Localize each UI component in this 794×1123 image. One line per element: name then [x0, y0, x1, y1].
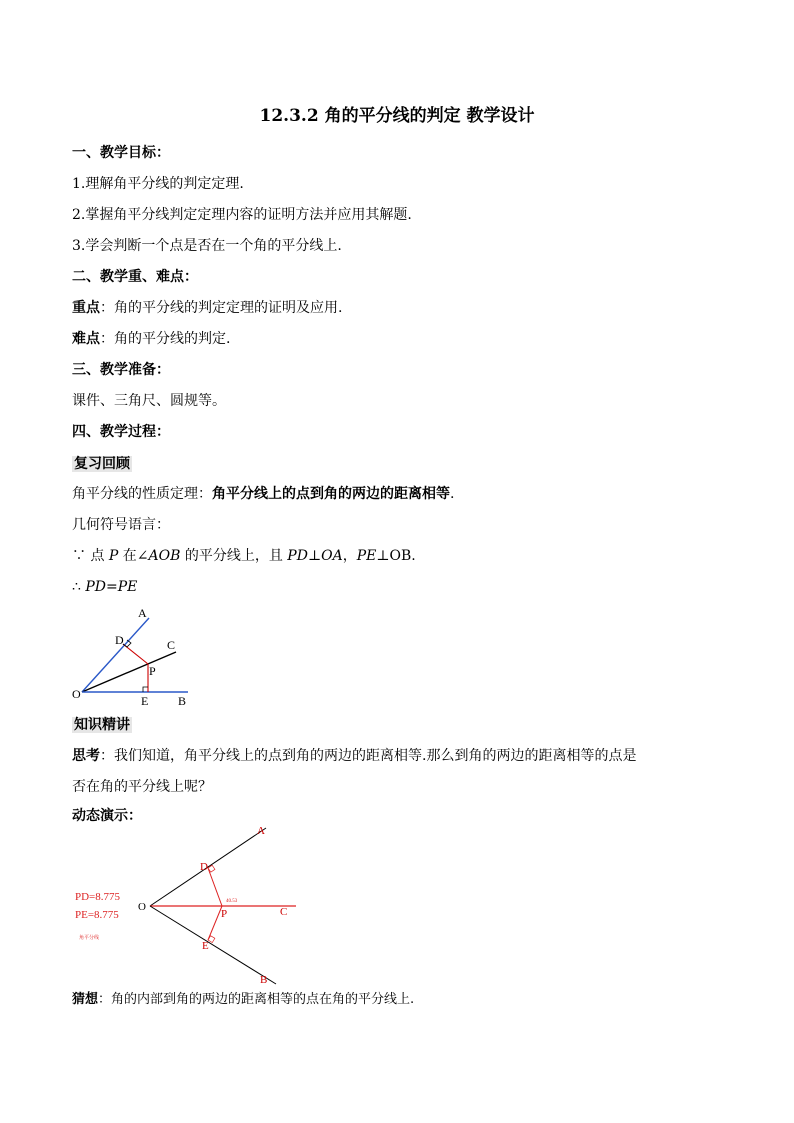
angle-bisector-figure-1: [64, 604, 204, 708]
think-label: 思考: [72, 748, 100, 764]
difficulty-label: 难点: [72, 331, 100, 347]
label-a: A: [138, 606, 147, 620]
angle-measure: 40.53: [226, 899, 238, 904]
label-c: C: [167, 638, 176, 652]
therefore-prefix: ∴: [72, 579, 86, 595]
dynamic-demo-figure: [70, 822, 310, 988]
label-a-2: A: [257, 825, 265, 837]
label-p: P: [149, 664, 156, 678]
segment-pe-line-2: [208, 906, 222, 940]
perp-symbol-1: ⊥: [307, 548, 322, 564]
at-text: 在: [118, 548, 137, 564]
label-b-2: B: [260, 974, 268, 986]
property-prefix: 角平分线的性质定理：: [72, 486, 212, 502]
section-heading-preparation: 三、教学准备：: [72, 362, 170, 378]
knowledge-tag-line: [72, 715, 132, 735]
key-point-text: ：角的平分线的判定定理的证明及应用.: [100, 300, 343, 316]
label-p-2: P: [221, 908, 228, 920]
key-point-label: 重点: [72, 300, 100, 316]
because-prefix: ∵ 点: [72, 548, 109, 564]
section-heading-keypoints: 二、教学重、难点：: [72, 269, 198, 285]
difficulty-text: ：角的平分线的判定.: [100, 331, 231, 347]
label-o: O: [72, 687, 81, 701]
demo-label: 动态演示：: [72, 808, 142, 824]
label-e: E: [141, 694, 149, 708]
segment-pd-line-2: [208, 868, 222, 906]
objective-item-1: 1.理解角平分线的判定定理.: [72, 176, 244, 192]
ray-oc-line: [82, 652, 176, 692]
segment-pd: PD: [287, 548, 308, 564]
difficulty-line: [72, 329, 230, 349]
knowledge-tag: 知识精讲: [74, 717, 130, 733]
symbolic-language-label: 几何符号语言：: [72, 517, 170, 533]
label-e-2: E: [202, 940, 209, 952]
review-tag: 复习回顾: [74, 456, 130, 472]
ray-ob: OB.: [389, 548, 416, 564]
label-o-2: O: [138, 901, 146, 913]
point-p: P: [108, 548, 119, 564]
objective-item-2: 2.掌握角平分线判定定理内容的证明方法并应用其解题.: [72, 207, 412, 223]
conjecture-text: ：角的内部到角的两边的距离相等的点在角的平分线上.: [98, 992, 415, 1007]
think-line-1: [72, 746, 636, 766]
review-tag-line: [72, 454, 132, 474]
label-d-2: D: [200, 861, 208, 873]
conjecture-label: 猜想: [72, 992, 99, 1007]
label-c-2: C: [280, 906, 288, 918]
preparation-text: 课件、三角尺、圆规等。: [72, 393, 226, 409]
pd-measure: PD=8.775: [75, 891, 121, 903]
objective-item-3: 3.学会判断一个点是否在一个角的平分线上.: [72, 238, 342, 254]
right-angle-mark-e: [143, 687, 148, 692]
property-theorem-line: [72, 484, 454, 504]
label-d: D: [115, 633, 124, 647]
bisector-button-caption: 角平分线: [79, 936, 100, 941]
mid-text: 的平分线上，且: [180, 548, 288, 564]
angle-aob: ∠AOB: [136, 548, 181, 564]
think-text-1: ：我们知道，角平分线上的点到角的两边的距离相等.那么到角的两边的距离相等的点是: [100, 748, 637, 764]
ray-ob-line-2: [150, 906, 276, 984]
property-bold: 角平分线上的点到角的两边的距离相等: [212, 486, 450, 502]
pe-measure: PE=8.775: [75, 909, 119, 921]
perp-symbol-2: ⊥: [376, 548, 390, 564]
page-title: 12.3.2 角的平分线的判定 教学设计: [259, 106, 535, 126]
ray-oa-line: [82, 618, 149, 692]
therefore-line: [72, 577, 137, 597]
section-heading-objectives: 一、教学目标：: [72, 145, 170, 161]
because-line: [72, 546, 416, 566]
property-end: .: [450, 486, 455, 502]
section-heading-process: 四、教学过程：: [72, 424, 170, 440]
comma: ，: [342, 548, 357, 564]
ray-oa-line-2: [150, 828, 266, 906]
key-point-line: [72, 298, 342, 318]
conjecture-line: [72, 990, 414, 1010]
segment-pe: PE: [356, 548, 377, 564]
label-b: B: [178, 694, 187, 708]
ray-oa: OA: [321, 548, 343, 564]
conclusion: PD=PE: [85, 579, 138, 595]
think-line-2: 否在角的平分线上呢？: [72, 779, 212, 795]
